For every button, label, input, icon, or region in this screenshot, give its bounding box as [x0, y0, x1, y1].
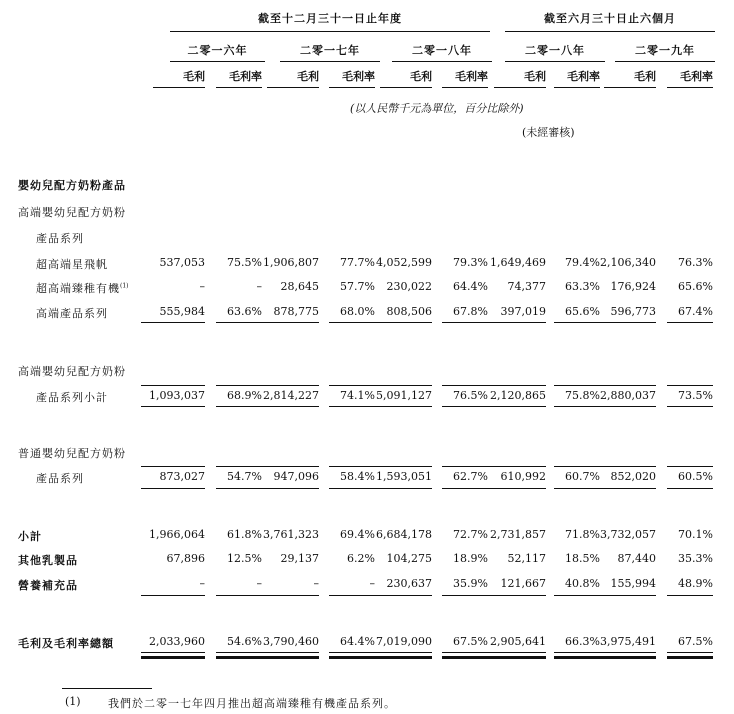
row-premium-cell: 878,775	[273, 305, 319, 318]
row-premium-cell: 555,984	[159, 305, 205, 318]
row-total-cell: 3,790,460	[263, 635, 319, 648]
row-total-cell: 54.6%	[227, 635, 262, 648]
year-header-2016: 二零一六年	[187, 44, 248, 57]
row-organic-cell: 74,377	[507, 280, 546, 293]
row-subtotal-cell: 1,966,064	[149, 528, 205, 541]
row-label-premium: 高端產品系列	[36, 307, 108, 320]
row-total-cell: 64.4%	[340, 635, 375, 648]
col-header-rule	[329, 87, 375, 88]
row-total-cell: 67.5%	[453, 635, 488, 648]
row-total-cell: 3,975,491	[600, 635, 656, 648]
sum-rule	[592, 595, 656, 596]
sum-rule	[368, 595, 432, 596]
row-premium-cell: 596,773	[610, 305, 656, 318]
row-hi-subtotal-cell: 2,814,227	[263, 389, 319, 402]
row-organic-cell: –	[199, 280, 205, 293]
regular-label-line2: 產品系列	[36, 472, 84, 485]
sum-rule	[482, 385, 546, 386]
row-total-cell: 66.3%	[565, 635, 600, 648]
sum-rule	[368, 385, 432, 386]
col-header-rule	[494, 87, 546, 88]
row-nutrition-cell: 121,667	[500, 577, 546, 590]
row-hi-subtotal-cell: 68.9%	[227, 389, 262, 402]
row-subtotal-cell: 69.4%	[340, 528, 375, 541]
total-double-rule	[667, 652, 713, 659]
row-label-illuma: 超高端星飛帆	[36, 258, 108, 271]
year-rule	[280, 61, 380, 62]
total-double-rule	[141, 652, 205, 659]
total-double-rule	[255, 652, 319, 659]
row-subtotal-cell: 70.1%	[678, 528, 713, 541]
sum-rule	[368, 488, 432, 489]
year-rule	[505, 61, 605, 62]
col-header-gross-profit: 毛利	[183, 70, 205, 83]
sum-rule	[368, 406, 432, 407]
row-organic-cell: 230,022	[386, 280, 432, 293]
hi-series-label-line2: 產品系列	[36, 232, 84, 245]
sum-rule	[667, 322, 713, 323]
col-header-rule	[267, 87, 319, 88]
col-header-rule	[216, 87, 262, 88]
row-nutrition-cell: –	[369, 577, 375, 590]
sum-rule	[141, 385, 205, 386]
col-header-gross-margin: 毛利率	[567, 70, 600, 83]
row-premium-cell: 68.0%	[340, 305, 375, 318]
row-hi-subtotal-cell: 1,093,037	[149, 389, 205, 402]
sum-rule	[141, 406, 205, 407]
col-header-gross-margin: 毛利率	[342, 70, 375, 83]
row-regular-cell: 54.7%	[227, 470, 262, 483]
sum-rule	[667, 488, 713, 489]
row-hi-subtotal-cell: 5,091,127	[376, 389, 432, 402]
row-regular-cell: 58.4%	[340, 470, 375, 483]
sum-rule	[255, 406, 319, 407]
sum-rule	[482, 406, 546, 407]
row-regular-cell: 610,992	[500, 470, 546, 483]
year-header-2018-h1: 二零一八年	[525, 44, 585, 57]
header-group-halfyear: 截至六月三十日止六個月	[544, 12, 676, 25]
row-other-dairy-cell: 104,275	[386, 552, 432, 565]
row-illuma-cell: 1,906,807	[263, 256, 319, 269]
row-organic-cell: 57.7%	[340, 280, 375, 293]
row-nutrition-cell: 230,637	[386, 577, 432, 590]
sum-rule	[255, 488, 319, 489]
row-hi-subtotal-cell: 2,880,037	[600, 389, 656, 402]
row-nutrition-cell: –	[199, 577, 205, 590]
footnote-rule	[62, 688, 152, 689]
row-other-dairy-cell: 52,117	[507, 552, 546, 565]
footnote-marker: (1)	[65, 695, 81, 708]
col-header-rule	[442, 87, 488, 88]
row-regular-cell: 62.7%	[453, 470, 488, 483]
year-rule	[170, 61, 265, 62]
sum-rule	[592, 488, 656, 489]
nutrition-label: 營養補充品	[18, 579, 78, 592]
regular-label-line1: 普通嬰幼兒配方奶粉	[18, 447, 126, 460]
row-nutrition-cell: 40.8%	[565, 577, 600, 590]
sum-rule	[482, 466, 546, 467]
col-header-rule	[554, 87, 600, 88]
header-group-annual: 截至十二月三十一日止年度	[258, 12, 402, 25]
row-total-cell: 2,033,960	[149, 635, 205, 648]
hi-series-label-line1: 高端嬰幼兒配方奶粉	[18, 206, 126, 219]
row-premium-cell: 67.4%	[678, 305, 713, 318]
col-header-gross-margin: 毛利率	[680, 70, 713, 83]
hi-subtotal-label-line1: 高端嬰幼兒配方奶粉	[18, 365, 126, 378]
row-illuma-cell: 4,052,599	[376, 256, 432, 269]
row-subtotal-cell: 72.7%	[453, 528, 488, 541]
header-group-annual-rule	[170, 31, 490, 32]
col-header-gross-profit: 毛利	[634, 70, 656, 83]
row-label-organic: 超高端臻稚有機$^{(1)}$	[36, 282, 129, 295]
col-header-gross-margin: 毛利率	[455, 70, 488, 83]
hi-subtotal-label-line2: 產品系列小計	[36, 391, 108, 404]
year-header-2019-h1: 二零一九年	[635, 44, 695, 57]
row-illuma-cell: 2,106,340	[600, 256, 656, 269]
sum-rule	[255, 322, 319, 323]
row-regular-cell: 947,096	[273, 470, 319, 483]
row-regular-cell: 60.5%	[678, 470, 713, 483]
total-double-rule	[482, 652, 546, 659]
row-nutrition-cell: –	[313, 577, 319, 590]
row-other-dairy-cell: 29,137	[280, 552, 319, 565]
row-premium-cell: 65.6%	[565, 305, 600, 318]
sum-rule	[255, 466, 319, 467]
row-illuma-cell: 79.4%	[565, 256, 600, 269]
sum-rule	[482, 595, 546, 596]
sum-rule	[592, 466, 656, 467]
total-label: 毛利及毛利率總額	[18, 637, 114, 650]
sum-rule	[482, 488, 546, 489]
row-nutrition-cell: 155,994	[610, 577, 656, 590]
footnote-ref: (1)	[120, 282, 129, 290]
total-double-rule	[368, 652, 432, 659]
sum-rule	[141, 595, 205, 596]
row-hi-subtotal-cell: 76.5%	[453, 389, 488, 402]
row-premium-cell: 397,019	[500, 305, 546, 318]
col-header-rule	[604, 87, 656, 88]
unit-note: (以人民幣千元為單位，百分比除外)	[350, 102, 524, 115]
header-group-halfyear-rule	[505, 31, 715, 32]
row-illuma-cell: 537,053	[159, 256, 205, 269]
row-subtotal-cell: 2,731,857	[490, 528, 546, 541]
sum-rule	[667, 466, 713, 467]
row-illuma-cell: 75.5%	[227, 256, 262, 269]
row-hi-subtotal-cell: 75.8%	[565, 389, 600, 402]
sum-rule	[592, 322, 656, 323]
row-nutrition-cell: –	[256, 577, 262, 590]
row-hi-subtotal-cell: 73.5%	[678, 389, 713, 402]
row-regular-cell: 60.7%	[565, 470, 600, 483]
row-subtotal-cell: 61.8%	[227, 528, 262, 541]
row-illuma-cell: 1,649,469	[490, 256, 546, 269]
col-header-gross-profit: 毛利	[524, 70, 546, 83]
row-total-cell: 7,019,090	[376, 635, 432, 648]
row-other-dairy-cell: 18.5%	[565, 552, 600, 565]
year-header-2017: 二零一七年	[300, 44, 360, 57]
row-total-cell: 67.5%	[678, 635, 713, 648]
row-organic-cell: 176,924	[610, 280, 656, 293]
col-header-rule	[153, 87, 205, 88]
row-regular-cell: 873,027	[159, 470, 205, 483]
row-premium-cell: 808,506	[386, 305, 432, 318]
row-total-cell: 2,905,641	[490, 635, 546, 648]
col-header-rule	[380, 87, 432, 88]
year-rule	[615, 61, 715, 62]
row-other-dairy-cell: 18.9%	[453, 552, 488, 565]
col-header-gross-margin: 毛利率	[229, 70, 262, 83]
row-organic-cell: 63.3%	[565, 280, 600, 293]
row-premium-cell: 63.6%	[227, 305, 262, 318]
year-rule	[392, 61, 492, 62]
sum-rule	[482, 322, 546, 323]
row-other-dairy-cell: 35.3%	[678, 552, 713, 565]
sum-rule	[141, 488, 205, 489]
row-regular-cell: 1,593,051	[376, 470, 432, 483]
sum-rule	[255, 385, 319, 386]
row-other-dairy-cell: 87,440	[617, 552, 656, 565]
row-organic-cell: 64.4%	[453, 280, 488, 293]
total-double-rule	[592, 652, 656, 659]
col-header-gross-profit: 毛利	[410, 70, 432, 83]
section-infant-formula: 嬰幼兒配方奶粉產品	[18, 179, 126, 192]
sum-rule	[368, 466, 432, 467]
row-organic-cell: 28,645	[280, 280, 319, 293]
row-subtotal-cell: 3,761,323	[263, 528, 319, 541]
row-subtotal-cell: 71.8%	[565, 528, 600, 541]
row-hi-subtotal-cell: 74.1%	[340, 389, 375, 402]
row-illuma-cell: 76.3%	[678, 256, 713, 269]
row-subtotal-cell: 3,732,057	[600, 528, 656, 541]
col-header-gross-profit: 毛利	[297, 70, 319, 83]
footnote-text: 我們於二零一七年四月推出超高端臻稚有機產品系列。	[108, 697, 396, 710]
sum-rule	[368, 322, 432, 323]
other-dairy-label: 其他乳製品	[18, 554, 78, 567]
sum-rule	[592, 385, 656, 386]
row-other-dairy-cell: 67,896	[166, 552, 205, 565]
row-subtotal-cell: 6,684,178	[376, 528, 432, 541]
row-other-dairy-cell: 6.2%	[347, 552, 375, 565]
row-illuma-cell: 77.7%	[340, 256, 375, 269]
row-organic-cell: 65.6%	[678, 280, 713, 293]
row-regular-cell: 852,020	[610, 470, 656, 483]
sum-rule	[255, 595, 319, 596]
row-nutrition-cell: 48.9%	[678, 577, 713, 590]
subtotal-label: 小計	[18, 530, 42, 543]
unaudited-note: (未經審核)	[522, 126, 575, 139]
row-hi-subtotal-cell: 2,120,865	[490, 389, 546, 402]
year-header-2018: 二零一八年	[412, 44, 472, 57]
sum-rule	[141, 466, 205, 467]
sum-rule	[141, 322, 205, 323]
col-header-rule	[667, 87, 713, 88]
sum-rule	[592, 406, 656, 407]
row-illuma-cell: 79.3%	[453, 256, 488, 269]
row-nutrition-cell: 35.9%	[453, 577, 488, 590]
sum-rule	[667, 595, 713, 596]
sum-rule	[667, 385, 713, 386]
sum-rule	[667, 406, 713, 407]
row-premium-cell: 67.8%	[453, 305, 488, 318]
row-other-dairy-cell: 12.5%	[227, 552, 262, 565]
row-organic-cell: –	[256, 280, 262, 293]
